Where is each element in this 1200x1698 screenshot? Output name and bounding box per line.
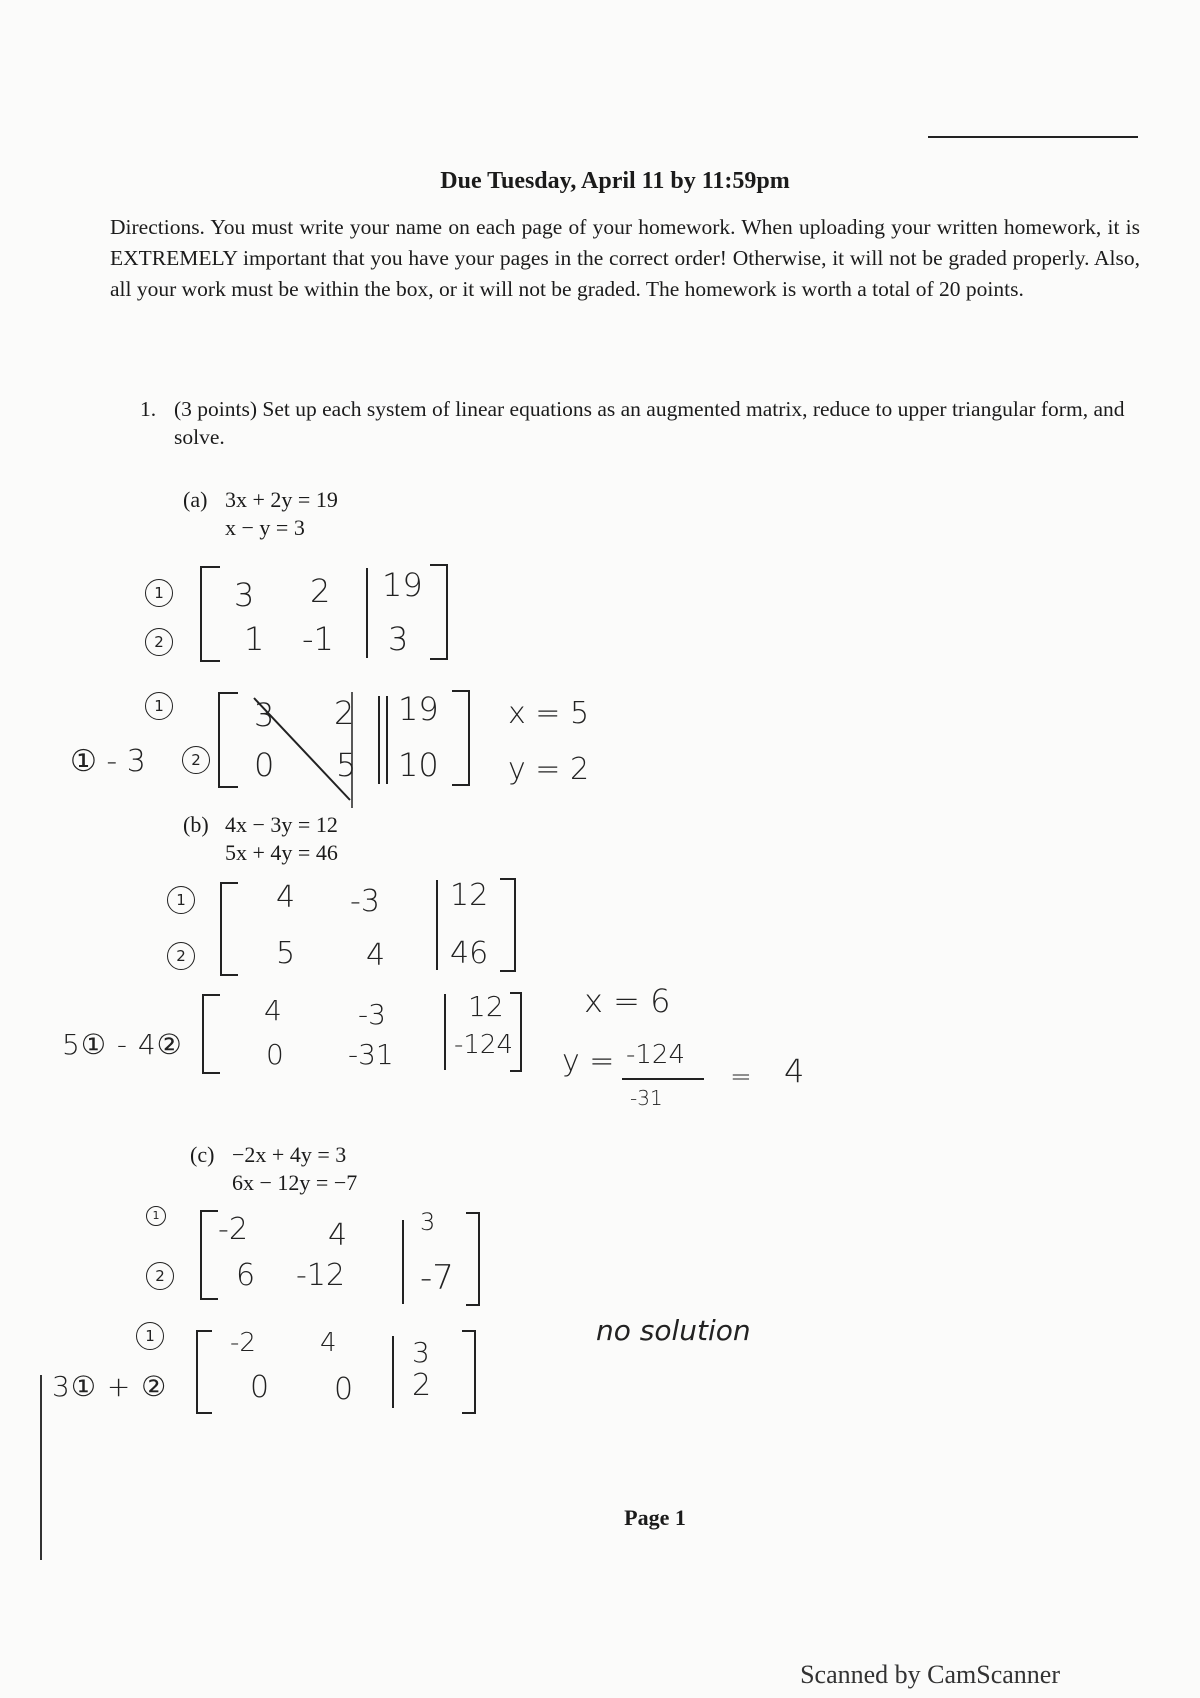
matrix-a1-r2c1: 1: [244, 620, 265, 658]
matrix-c2-r1c1: -2: [230, 1328, 256, 1358]
matrix-c1-r2c3: -7: [420, 1258, 454, 1298]
row-circle-1: 1: [136, 1322, 164, 1350]
matrix-a1-r1c1: 3: [234, 576, 255, 614]
row-circle-1: 1: [145, 692, 173, 720]
part-a-equations: [183, 487, 338, 541]
row-circle-1: 1: [146, 1206, 166, 1226]
matrix-c2-left-bracket: [196, 1330, 212, 1414]
row-op-b2: 5① - 4②: [62, 1028, 183, 1061]
name-line: [928, 136, 1138, 138]
matrix-a2-r1c2: 2: [334, 694, 355, 732]
matrix-b1-r1c1: 4: [276, 880, 296, 915]
part-c-equations: [190, 1142, 357, 1196]
matrix-b2-r2c3: -124: [454, 1030, 514, 1060]
part-c-eq1: −2x + 4y = 3: [232, 1142, 347, 1167]
matrix-a1-r1c2: 2: [310, 572, 331, 610]
answer-b-denominator: -31: [630, 1086, 663, 1110]
matrix-a2-r1c1: 3: [254, 696, 275, 734]
directions-paragraph: Directions. You must write your name on each page of your homework. When uploading your written homework, it is EXTREMELY important that you have your pages in the correct order! Otherwise, it will not be graded properly. Also, all your work must be within the box, or it will not be graded. The homework is worth a total of 20 points.: [110, 215, 1140, 301]
matrix-a1-left-bracket: [200, 566, 220, 662]
matrix-a1-right-bracket: [430, 564, 448, 660]
matrix-a2-right-bracket: [452, 690, 470, 786]
answer-a-x: x = 5: [508, 696, 590, 731]
part-b-eq1: 4x − 3y = 12: [225, 812, 338, 837]
matrix-c1-right-bracket: [466, 1212, 480, 1306]
part-a-eq1: 3x + 2y = 19: [225, 487, 338, 512]
part-a-label: (a): [183, 487, 208, 512]
matrix-c2-r1c3: 3: [412, 1336, 430, 1369]
matrix-c1-r2c2: -12: [296, 1258, 345, 1293]
part-c-label: (c): [190, 1142, 215, 1167]
matrix-c2-r2c2: 0: [334, 1372, 354, 1407]
row-circle-2: 2: [167, 942, 195, 970]
matrix-c2-r1c2: 4: [320, 1328, 337, 1358]
fraction-bar: [622, 1078, 704, 1080]
answer-b-value: 4: [784, 1052, 805, 1090]
due-date-heading: Due Tuesday, April 11 by 11:59pm: [440, 168, 790, 194]
problem-number: 1.: [140, 397, 157, 421]
row-op-c2: 3① + ②: [52, 1370, 168, 1403]
answer-b-x: x = 6: [584, 982, 671, 1020]
matrix-a2-left-bracket: [218, 692, 238, 788]
answer-a-y: y = 2: [508, 752, 590, 787]
matrix-b1-r2c1: 5: [276, 936, 296, 971]
part-a-eq2: x − y = 3: [225, 515, 305, 540]
row-circle-1: 1: [167, 886, 195, 914]
part-b-label: (b): [183, 812, 209, 837]
matrix-a1-r2c2: -1: [302, 620, 334, 658]
part-b-equations: [183, 812, 338, 866]
part-b-eq2: 5x + 4y = 46: [225, 840, 338, 865]
matrix-b2-r1c1: 4: [264, 994, 282, 1027]
matrix-a1-r1c3: 19: [382, 566, 423, 604]
matrix-b2-left-bracket: [202, 994, 220, 1074]
scanner-watermark: Scanned by CamScanner: [800, 1660, 1060, 1689]
row-circle-2: 2: [182, 746, 210, 774]
matrix-c1-r1c2: 4: [328, 1218, 348, 1253]
matrix-a2-r2c2: 5: [336, 746, 357, 784]
matrix-b2-right-bracket: [510, 992, 522, 1072]
matrix-c1-r2c1: 6: [236, 1258, 256, 1293]
matrix-c2-r2c1: 0: [250, 1370, 270, 1405]
matrix-a2-divider: [378, 696, 380, 784]
triangle-mark: [240, 690, 360, 810]
matrix-b1-r2c2: 4: [366, 938, 386, 973]
matrix-c1-r1c3: 3: [420, 1208, 436, 1236]
answer-b-numerator: -124: [626, 1040, 686, 1070]
answer-b-y-lhs: y =: [562, 1044, 615, 1079]
matrix-b1-r1c2: -3: [350, 884, 380, 919]
matrix-c1-r1c1: -2: [218, 1212, 248, 1247]
matrix-c1-divider: [402, 1220, 404, 1304]
matrix-c1-left-bracket: [200, 1210, 218, 1300]
matrix-b2-r1c2: -3: [358, 998, 386, 1031]
page-number: Page 1: [624, 1505, 686, 1530]
matrix-c2-r2c3: 2: [412, 1368, 432, 1403]
matrix-b1-r2c3: 46: [450, 936, 489, 971]
row-circle-2: 2: [146, 1262, 174, 1290]
matrix-a2-divider-2: [386, 696, 388, 784]
problem-text: (3 points) Set up each system of linear equations as an augmented matrix, reduce to upper triangular form, and solve.: [174, 397, 1125, 449]
matrix-a2-r2c1: 0: [254, 746, 275, 784]
matrix-b2-r2c1: 0: [266, 1038, 284, 1071]
matrix-a2-r2c3: 10: [398, 746, 439, 784]
matrix-b2-divider: [444, 994, 446, 1070]
matrix-a1-divider: [366, 568, 368, 658]
matrix-b1-right-bracket: [500, 878, 516, 972]
matrix-a2-r1c3: 19: [398, 690, 439, 728]
matrix-b2-r2c2: -31: [348, 1038, 394, 1071]
matrix-b2-r1c3: 12: [468, 990, 504, 1023]
matrix-c2-right-bracket: [462, 1330, 476, 1414]
row-circle-1: 1: [145, 579, 173, 607]
matrix-b1-r1c3: 12: [450, 878, 489, 913]
matrix-c2-divider: [392, 1336, 394, 1408]
matrix-a1-r2c3: 3: [388, 620, 409, 658]
part-c-eq2: 6x − 12y = −7: [232, 1170, 358, 1195]
answer-c: no solution: [596, 1314, 751, 1347]
matrix-b1-divider: [436, 880, 438, 970]
box-edge-line: [40, 1375, 42, 1560]
matrix-b1-left-bracket: [220, 882, 238, 976]
row-op-a2: ① - 3: [70, 744, 146, 779]
row-circle-2: 2: [145, 628, 173, 656]
problem-1: [140, 395, 1140, 451]
answer-b-equals: =: [730, 1062, 752, 1092]
